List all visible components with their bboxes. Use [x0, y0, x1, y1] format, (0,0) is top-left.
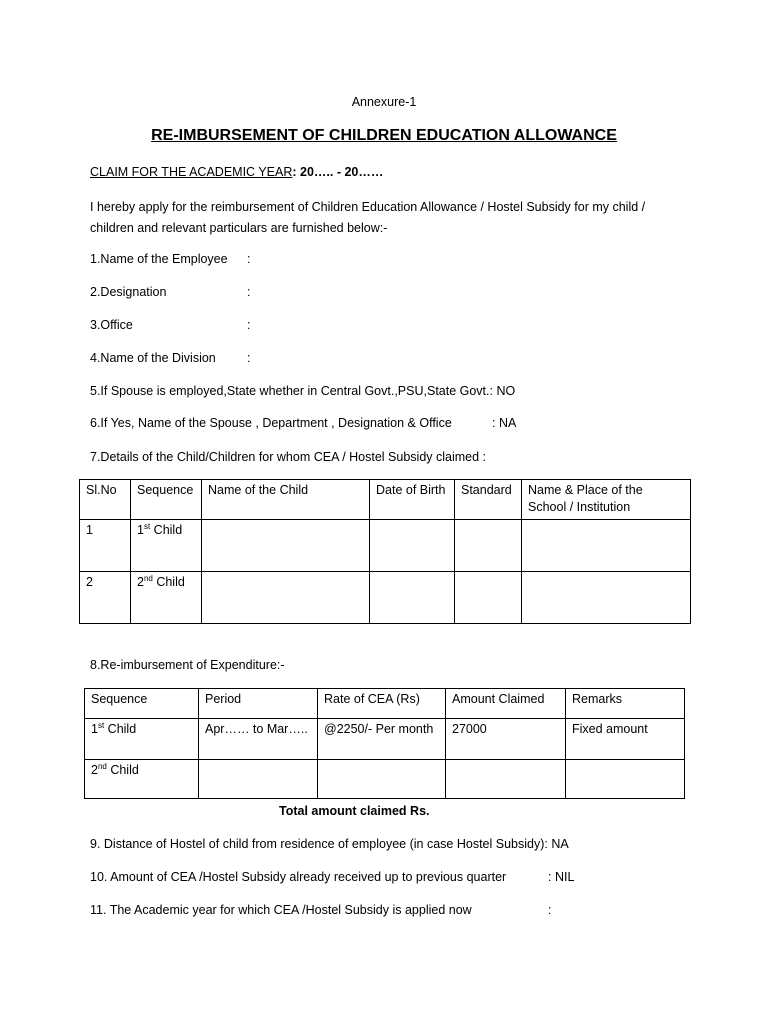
cell-standard[interactable]: [455, 520, 522, 572]
field-colon: :: [247, 318, 251, 332]
spouse-details-item: 6.If Yes, Name of the Spouse , Department , Designation & Office: [90, 416, 452, 430]
field-colon: :: [247, 351, 251, 365]
cell-slno: 2: [80, 572, 131, 624]
cell-remarks[interactable]: [566, 760, 685, 799]
annexure-label: Annexure-1: [351, 95, 417, 109]
claim-label: CLAIM FOR THE ACADEMIC YEAR: [90, 165, 293, 179]
spouse-employed-item: 5.If Spouse is employed,State whether in Central Govt.,PSU,State Govt.: NO: [90, 384, 516, 398]
total-amount-label: Total amount claimed Rs.: [279, 804, 430, 818]
cell-remarks[interactable]: Fixed amount: [566, 719, 685, 760]
field-employee-name: [90, 251, 228, 267]
spouse-details-value: : NA: [492, 416, 517, 430]
header-period: Period: [199, 689, 318, 719]
cell-sequence: 1st Child: [85, 719, 199, 760]
table-header-row: [80, 480, 691, 520]
header-standard: Standard: [455, 480, 522, 520]
cell-period[interactable]: Apr…… to Mar…..: [199, 719, 318, 760]
claim-academic-year: [90, 164, 383, 180]
previous-amount-value: : NIL: [548, 870, 575, 884]
intro-paragraph: I hereby apply for the reimbursement of Children Education Allowance / Hostel Subsidy for my child / children and relevant particulars are furnished below:-: [90, 200, 646, 235]
table-row: [85, 760, 685, 799]
header-remarks: Remarks: [566, 689, 685, 719]
field-office: [90, 317, 133, 333]
previous-amount-item: 10. Amount of CEA /Hostel Subsidy already received up to previous quarter: [90, 870, 507, 884]
field-label: 1.Name of the Employee: [90, 252, 228, 266]
header-sequence: Sequence: [85, 689, 199, 719]
cell-sequence: 2nd Child: [85, 760, 199, 799]
cell-period[interactable]: [199, 760, 318, 799]
cell-dob[interactable]: [370, 520, 455, 572]
field-label: 2.Designation: [90, 285, 167, 299]
academic-year-value: :: [548, 903, 552, 917]
cell-amount[interactable]: [446, 760, 566, 799]
field-designation: [90, 284, 166, 300]
cell-dob[interactable]: [370, 572, 455, 624]
cell-school[interactable]: [522, 520, 691, 572]
header-dob: Date of Birth: [370, 480, 455, 520]
header-rate: Rate of CEA (Rs): [318, 689, 446, 719]
page-title: RE-IMBURSEMENT OF CHILDREN EDUCATION ALLOWANCE: [151, 127, 617, 144]
cell-sequence: 2nd Child: [131, 572, 202, 624]
cell-rate[interactable]: @2250/- Per month: [318, 719, 446, 760]
children-details-heading: 7.Details of the Child/Children for whom CEA / Hostel Subsidy claimed :: [90, 450, 487, 464]
table-row: [85, 719, 685, 760]
children-table: [79, 479, 691, 624]
header-school: Name & Place of the School / Institution: [522, 480, 691, 520]
header-slno: Sl.No: [80, 480, 131, 520]
field-label: 4.Name of the Division: [90, 351, 216, 365]
expenditure-heading: 8.Re-imbursement of Expenditure:-: [90, 658, 285, 672]
cell-child-name[interactable]: [202, 520, 370, 572]
field-colon: :: [247, 252, 251, 266]
cell-amount[interactable]: 27000: [446, 719, 566, 760]
cell-sequence: 1st Child: [131, 520, 202, 572]
table-row: [80, 572, 691, 624]
cell-child-name[interactable]: [202, 572, 370, 624]
field-division: [90, 350, 216, 366]
field-label: 3.Office: [90, 318, 133, 332]
cell-standard[interactable]: [455, 572, 522, 624]
cell-rate[interactable]: [318, 760, 446, 799]
header-amount: Amount Claimed: [446, 689, 566, 719]
expenditure-table: [84, 688, 685, 799]
academic-year-item: 11. The Academic year for which CEA /Hostel Subsidy is applied now: [90, 903, 472, 917]
hostel-distance-item: 9. Distance of Hostel of child from residence of employee (in case Hostel Subsidy): NA: [90, 837, 569, 851]
claim-value: : 20….. - 20……: [292, 165, 384, 179]
field-colon: :: [247, 285, 251, 299]
cell-slno: 1: [80, 520, 131, 572]
table-header-row: [85, 689, 685, 719]
cell-school[interactable]: [522, 572, 691, 624]
header-child-name: Name of the Child: [202, 480, 370, 520]
header-sequence: Sequence: [131, 480, 202, 520]
table-row: [80, 520, 691, 572]
